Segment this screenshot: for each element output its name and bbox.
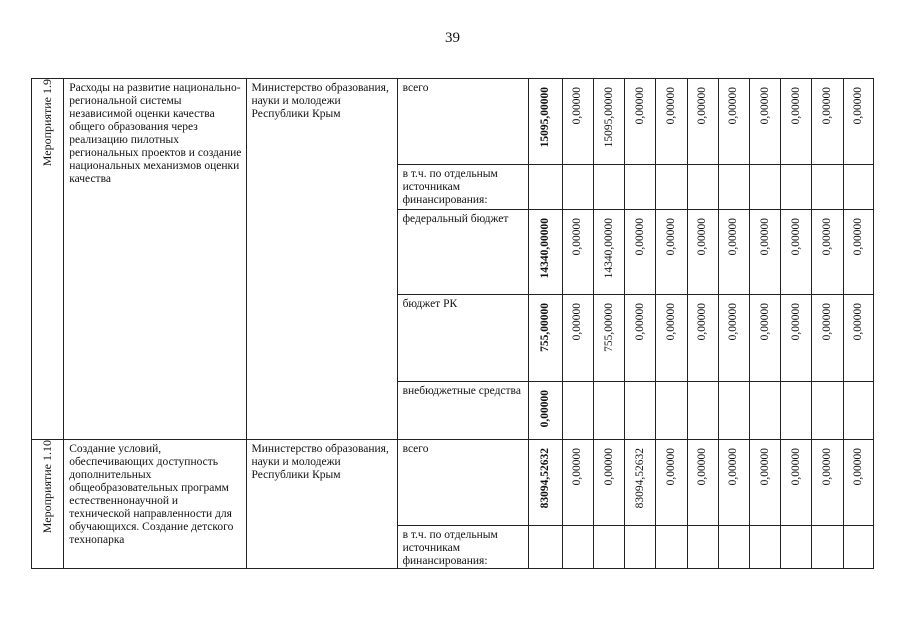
value-wrap [594, 295, 624, 352]
value-text: 0,00000 [789, 218, 802, 256]
value-cell [718, 79, 749, 165]
value-cell [687, 526, 718, 569]
description-text: Расходы на развитие национально-региональной системы независимой оценки качества общего образования через реализацию пилотных региональных проектов и создание национальных механизмов оценки качества [69, 82, 242, 185]
value-cell [593, 440, 624, 526]
page-number: 39 [445, 30, 460, 46]
value-text: 0,00000 [821, 303, 834, 341]
value-cell [593, 79, 624, 165]
value-cell [562, 440, 593, 526]
source-name: в т.ч. по отдельным источникам финансирования: [402, 529, 498, 567]
value-text: 0,00000 [851, 87, 864, 125]
source-cell [397, 295, 528, 382]
value-cell [656, 526, 687, 569]
value-cell [781, 295, 812, 382]
value-wrap [656, 440, 686, 485]
value-wrap [844, 440, 873, 485]
value-wrap [844, 295, 873, 340]
value-wrap [688, 210, 718, 255]
value-wrap [781, 79, 811, 124]
value-wrap [529, 79, 562, 147]
value-cell [843, 440, 873, 526]
value-cell [718, 295, 749, 382]
value-cell [593, 526, 624, 569]
value-text: 15095,00000 [602, 87, 615, 148]
value-wrap [529, 382, 562, 427]
value-text: 0,00000 [538, 390, 551, 428]
value-wrap [750, 440, 780, 485]
value-wrap [529, 295, 562, 352]
value-cell [812, 440, 843, 526]
value-text: 0,00000 [758, 218, 771, 256]
source-name: в т.ч. по отдельным источникам финансирования: [402, 168, 498, 206]
value-cell [718, 210, 749, 295]
value-wrap [594, 79, 624, 147]
value-wrap [625, 210, 655, 255]
value-wrap [563, 295, 593, 340]
value-cell [781, 79, 812, 165]
value-cell [843, 210, 873, 295]
value-cell [718, 165, 749, 210]
value-cell [687, 210, 718, 295]
value-text: 0,00000 [665, 303, 677, 341]
value-cell [781, 440, 812, 526]
source-name: бюджет РК [402, 298, 458, 310]
executor-text: Министерство образования, науки и молодежи Республики Крым [251, 82, 389, 120]
value-cell [687, 79, 718, 165]
value-wrap [688, 440, 718, 485]
value-wrap [563, 210, 593, 255]
value-cell [656, 440, 687, 526]
value-cell [750, 526, 781, 569]
value-cell [750, 382, 781, 440]
value-text: 0,00000 [758, 87, 771, 125]
value-cell [843, 79, 873, 165]
value-cell [687, 382, 718, 440]
value-text: 15095,00000 [538, 87, 551, 148]
value-text: 0,00000 [633, 87, 646, 125]
value-text: 0,00000 [727, 448, 740, 486]
source-name: внебюджетные средства [402, 385, 521, 397]
value-wrap [812, 210, 842, 255]
value-text: 0,00000 [727, 87, 740, 125]
value-cell [656, 295, 687, 382]
value-cell [750, 210, 781, 295]
value-wrap [625, 295, 655, 340]
value-cell [812, 165, 843, 210]
event-cell [32, 79, 64, 440]
value-cell [562, 165, 593, 210]
value-cell [656, 382, 687, 440]
value-cell [750, 295, 781, 382]
value-cell [625, 79, 656, 165]
event-label: Мероприятие 1.10 [40, 440, 55, 534]
value-text: 0,00000 [602, 448, 615, 486]
value-cell [593, 165, 624, 210]
value-text: 0,00000 [696, 303, 709, 341]
value-wrap [812, 440, 842, 485]
value-cell [843, 295, 873, 382]
value-cell [528, 382, 562, 440]
value-cell [656, 165, 687, 210]
value-cell [718, 526, 749, 569]
value-text: 0,00000 [727, 218, 740, 256]
value-cell [562, 210, 593, 295]
value-cell [528, 165, 562, 210]
value-cell [625, 526, 656, 569]
value-cell [812, 526, 843, 569]
value-text: 755,00000 [602, 303, 615, 352]
value-wrap [750, 210, 780, 255]
value-text: 0,00000 [821, 218, 834, 256]
value-text: 0,00000 [851, 218, 864, 256]
value-text: 0,00000 [789, 87, 802, 125]
value-cell [528, 440, 562, 526]
source-name: федеральный бюджет [402, 213, 509, 225]
value-text: 0,00000 [571, 303, 584, 341]
value-wrap [719, 440, 749, 485]
value-wrap [812, 295, 842, 340]
value-cell [781, 210, 812, 295]
event-label-wrap [32, 79, 63, 174]
value-cell [562, 295, 593, 382]
value-wrap [529, 210, 562, 278]
value-cell [781, 382, 812, 440]
event-cell [32, 440, 64, 569]
event-label-wrap [32, 440, 63, 541]
value-text: 0,00000 [665, 448, 677, 486]
value-wrap [563, 440, 593, 485]
source-cell [397, 440, 528, 526]
value-text: 0,00000 [821, 87, 834, 125]
value-text: 0,00000 [758, 448, 771, 486]
value-wrap [812, 79, 842, 124]
value-wrap [625, 79, 655, 124]
value-wrap [656, 210, 686, 255]
value-wrap [656, 295, 686, 340]
description-cell [64, 440, 246, 569]
value-text: 0,00000 [665, 218, 677, 256]
value-cell [528, 526, 562, 569]
value-cell [625, 382, 656, 440]
value-cell [687, 440, 718, 526]
value-text: 0,00000 [851, 303, 864, 341]
value-cell [562, 382, 593, 440]
value-cell [562, 79, 593, 165]
value-text: 0,00000 [789, 303, 802, 341]
value-text: 0,00000 [571, 218, 584, 256]
value-text: 0,00000 [758, 303, 771, 341]
value-text: 0,00000 [696, 448, 709, 486]
value-text: 0,00000 [665, 87, 677, 125]
value-wrap [719, 295, 749, 340]
value-text: 0,00000 [696, 218, 709, 256]
value-cell [528, 210, 562, 295]
value-cell [718, 382, 749, 440]
value-cell [656, 210, 687, 295]
value-text: 0,00000 [821, 448, 834, 486]
value-wrap [594, 440, 624, 485]
value-wrap [719, 210, 749, 255]
value-wrap [563, 79, 593, 124]
value-cell [812, 295, 843, 382]
value-cell [625, 440, 656, 526]
executor-cell [246, 79, 397, 440]
source-cell [397, 382, 528, 440]
value-text: 0,00000 [633, 303, 646, 341]
value-wrap [529, 440, 562, 508]
value-text: 83094,52632 [538, 448, 551, 509]
source-name: всего [402, 82, 429, 94]
value-cell [625, 210, 656, 295]
value-wrap [594, 210, 624, 278]
value-cell [562, 526, 593, 569]
source-cell [397, 165, 528, 210]
value-text: 14340,00000 [538, 218, 551, 279]
value-text: 0,00000 [851, 448, 864, 486]
source-cell [397, 79, 528, 165]
value-cell [750, 79, 781, 165]
value-cell [750, 165, 781, 210]
table-row [32, 440, 874, 526]
value-cell [625, 165, 656, 210]
value-cell [843, 526, 873, 569]
value-text: 0,00000 [633, 218, 646, 256]
description-text: Создание условий, обеспечивающих доступность дополнительных общеобразовательных программ естественнонаучной и технической направленности для обучающихся. Создание детского технопарка [69, 443, 234, 546]
budget-table [31, 78, 874, 569]
value-wrap [688, 79, 718, 124]
value-text: 0,00000 [571, 448, 584, 486]
value-wrap [688, 295, 718, 340]
table-row [32, 79, 874, 165]
value-cell [781, 165, 812, 210]
value-cell [593, 382, 624, 440]
executor-text: Министерство образования, науки и молодежи Республики Крым [251, 443, 389, 481]
executor-cell [246, 440, 397, 569]
value-cell [718, 440, 749, 526]
description-cell [64, 79, 246, 440]
event-label: Мероприятие 1.9 [40, 79, 55, 167]
value-wrap [656, 79, 686, 124]
source-cell [397, 210, 528, 295]
value-cell [750, 440, 781, 526]
value-cell [625, 295, 656, 382]
value-cell [843, 382, 873, 440]
value-text: 0,00000 [727, 303, 740, 341]
source-name: всего [402, 443, 429, 455]
value-cell [687, 165, 718, 210]
value-cell [812, 210, 843, 295]
value-wrap [781, 295, 811, 340]
value-cell [528, 295, 562, 382]
value-cell [843, 165, 873, 210]
value-wrap [625, 440, 655, 508]
value-cell [656, 79, 687, 165]
value-text: 0,00000 [696, 87, 709, 125]
value-wrap [719, 79, 749, 124]
value-wrap [750, 79, 780, 124]
source-cell [397, 526, 528, 569]
value-wrap [844, 79, 873, 124]
value-text: 14340,00000 [602, 218, 615, 279]
value-wrap [781, 210, 811, 255]
value-text: 755,00000 [538, 303, 551, 352]
value-wrap [781, 440, 811, 485]
value-cell [593, 295, 624, 382]
value-cell [687, 295, 718, 382]
value-wrap [750, 295, 780, 340]
value-text: 0,00000 [789, 448, 802, 486]
value-text: 83094,52632 [633, 448, 646, 509]
value-cell [781, 526, 812, 569]
value-cell [593, 210, 624, 295]
value-cell [812, 79, 843, 165]
value-text: 0,00000 [571, 87, 584, 125]
value-wrap [844, 210, 873, 255]
value-cell [812, 382, 843, 440]
value-cell [528, 79, 562, 165]
